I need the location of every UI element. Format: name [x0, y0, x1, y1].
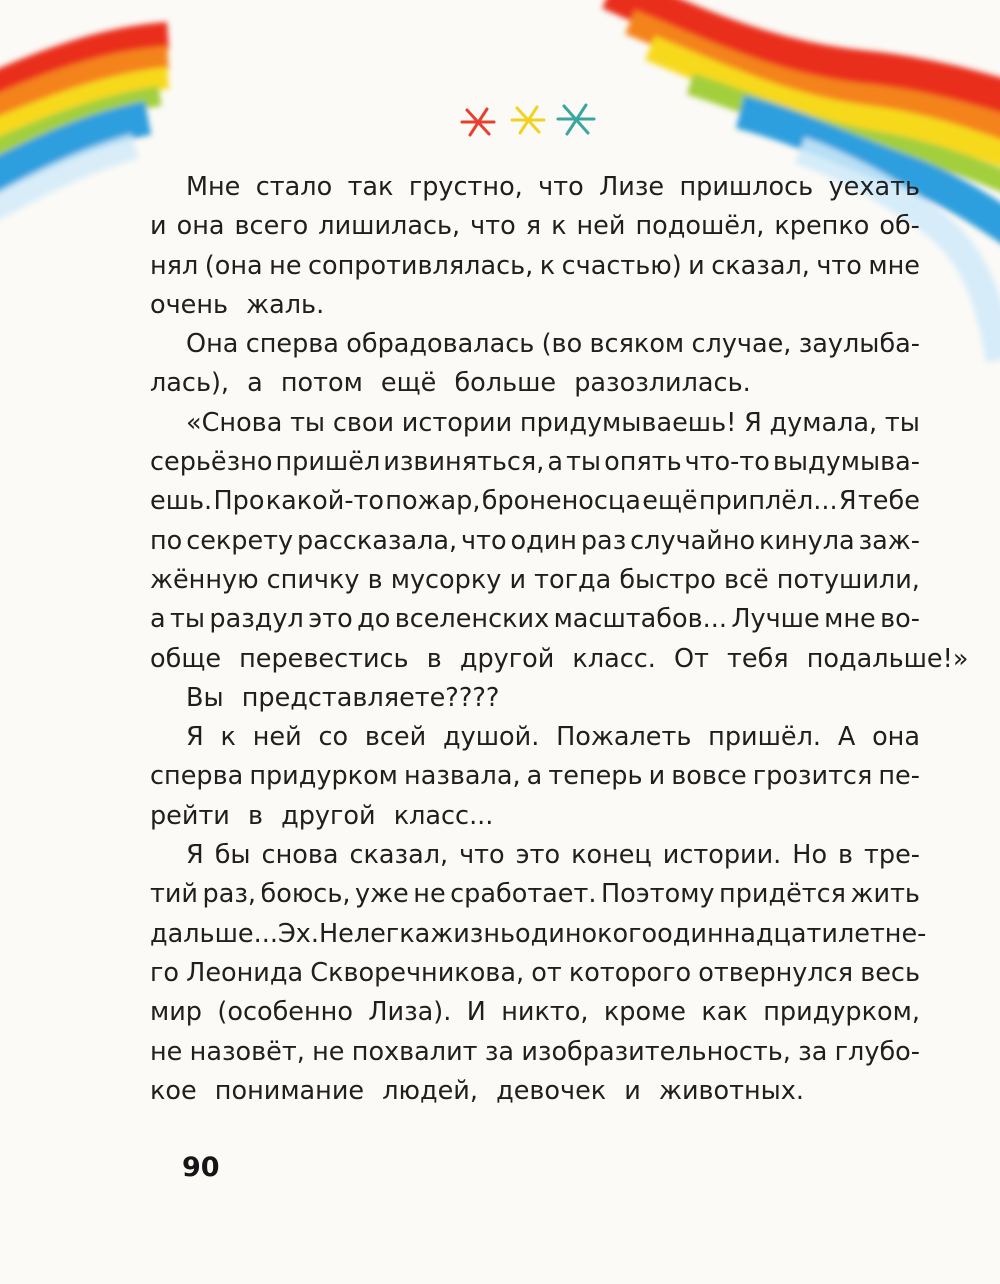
- text-line: [150, 207, 920, 246]
- word: за: [484, 1036, 515, 1067]
- text-line: [150, 757, 920, 796]
- word: всяком: [589, 329, 685, 360]
- word: крепко: [774, 211, 870, 242]
- word: кроме: [603, 997, 686, 1028]
- word: пе-: [878, 761, 920, 792]
- word: одиннадцатилетне-: [657, 918, 927, 949]
- word: пришёл.: [708, 722, 822, 753]
- yellow-star-icon: [512, 107, 544, 133]
- word: лишилась,: [318, 211, 461, 242]
- word: а: [526, 761, 543, 792]
- word: ешь.: [150, 486, 213, 517]
- word: Поэтому: [600, 879, 715, 910]
- word: что: [538, 172, 584, 202]
- word: к: [539, 250, 556, 281]
- text-line: [150, 1033, 920, 1072]
- word: назовёт,: [189, 1036, 305, 1067]
- text-line: обще перевестись в другой класс. От тебя подальше!»: [150, 643, 969, 674]
- text-line: кое понимание людей, девочек и животных.: [150, 1075, 805, 1106]
- text-line: [150, 954, 920, 993]
- word: и: [688, 250, 705, 281]
- word: случайно: [630, 525, 756, 556]
- word: сработает.: [450, 879, 597, 910]
- word: мне: [824, 604, 876, 635]
- word: а: [150, 604, 166, 635]
- star-ornaments: [458, 102, 598, 140]
- word: за: [798, 1036, 828, 1067]
- word: к: [220, 722, 236, 753]
- word: ней: [252, 722, 302, 753]
- text-line: лась), а потом ещё больше разозлилась.: [150, 368, 751, 399]
- word: спичку: [266, 564, 360, 595]
- word: заулыба-: [798, 329, 920, 360]
- text-line: рейти в другой класс...: [150, 800, 494, 831]
- word: подошёл,: [635, 211, 765, 242]
- text-line: [150, 915, 927, 954]
- word: один: [510, 525, 577, 556]
- word: никто,: [501, 997, 589, 1028]
- word: Нелегка: [318, 918, 431, 949]
- word: Про: [213, 486, 265, 517]
- word: масштабов...: [553, 604, 727, 635]
- text-line: [150, 993, 920, 1032]
- word: (она: [204, 250, 263, 281]
- word: что-то: [684, 447, 770, 478]
- word: Лиза).: [368, 997, 452, 1028]
- word: сопротивлялась,: [308, 250, 534, 281]
- word: всего: [234, 211, 309, 242]
- word: всё: [723, 564, 769, 595]
- word: ещё: [642, 486, 698, 517]
- word: какой-то: [265, 486, 384, 517]
- word: Лучше: [731, 604, 820, 635]
- text-line: [150, 600, 920, 639]
- word: думала,: [769, 407, 878, 438]
- word: жённую: [150, 564, 259, 595]
- word: обрадовалась: [346, 329, 535, 360]
- word: Я: [186, 840, 204, 871]
- word: в: [367, 564, 383, 595]
- word: как: [701, 997, 748, 1028]
- word: что: [470, 211, 516, 242]
- text-line: Вы представляете????: [186, 682, 500, 713]
- text-line: [150, 875, 920, 914]
- word: броненосца: [481, 486, 641, 517]
- word: придурком: [249, 761, 398, 792]
- word: глубо-: [834, 1036, 920, 1067]
- word: И: [466, 997, 486, 1028]
- word: не: [150, 1036, 183, 1067]
- word: и: [648, 761, 666, 792]
- word: что: [459, 840, 505, 871]
- word: извиняться,: [383, 447, 545, 478]
- word: похвалит: [351, 1036, 478, 1067]
- word: рассказала,: [297, 525, 458, 556]
- word: уже: [354, 879, 409, 910]
- text-line: [150, 404, 920, 443]
- word: мир: [150, 997, 202, 1028]
- word: опять: [604, 447, 682, 478]
- text-line: [150, 718, 920, 757]
- word: Я: [838, 486, 857, 517]
- word: быстро: [619, 564, 716, 595]
- word: Пожалеть: [556, 722, 692, 753]
- word: мне: [868, 250, 920, 281]
- word: (особенно: [217, 997, 353, 1028]
- word: по: [150, 525, 183, 556]
- word: уехать: [828, 172, 920, 202]
- word: конец: [571, 840, 652, 871]
- word: придётся: [719, 879, 847, 910]
- word: Леонида: [186, 957, 304, 988]
- word: бы: [214, 840, 251, 871]
- word: случае,: [691, 329, 792, 360]
- text-line: очень жаль.: [150, 289, 325, 320]
- word: тогда: [534, 564, 612, 595]
- word: Я: [186, 722, 204, 753]
- word: раз,: [202, 879, 256, 910]
- word: мусорку: [390, 564, 502, 595]
- word: вселенских: [394, 604, 550, 635]
- word: серьёзно: [150, 447, 273, 478]
- word: пожар,: [385, 486, 481, 517]
- word: и: [150, 211, 167, 242]
- word: об-: [879, 211, 920, 242]
- red-star-icon: [462, 109, 494, 135]
- word: Скворечникова,: [310, 957, 525, 988]
- word: теперь: [548, 761, 643, 792]
- word: дальше...: [150, 918, 278, 949]
- word: А: [837, 722, 856, 753]
- word: секрету: [186, 525, 294, 556]
- word: изобразительность,: [521, 1036, 791, 1067]
- word: го: [150, 957, 179, 988]
- word: приплёл...: [698, 486, 838, 517]
- word: боюсь,: [260, 879, 351, 910]
- word: ты: [566, 447, 602, 478]
- word: это: [515, 840, 561, 871]
- word: во-: [880, 604, 920, 635]
- text-line: [150, 247, 920, 286]
- word: вовсе: [671, 761, 747, 792]
- word: так: [347, 172, 394, 202]
- word: раздул: [209, 604, 304, 635]
- word: грозится: [752, 761, 873, 792]
- word: заж-: [858, 525, 920, 556]
- word: она: [872, 722, 920, 753]
- word: ты: [290, 407, 326, 438]
- word: душой.: [442, 722, 540, 753]
- story-text: [150, 168, 969, 1111]
- word: Эх.: [277, 918, 319, 949]
- word: она: [176, 211, 225, 242]
- word: к: [551, 211, 567, 242]
- word: Я: [744, 407, 762, 438]
- word: пришёл: [275, 447, 381, 478]
- word: это: [308, 604, 353, 635]
- word: пришлось: [679, 172, 814, 202]
- word: (во: [541, 329, 583, 360]
- word: со: [318, 722, 349, 753]
- teal-star-icon: [558, 105, 594, 134]
- word: одинокого: [515, 918, 658, 949]
- word: не: [312, 1036, 345, 1067]
- word: что: [816, 250, 862, 281]
- text-line: [150, 561, 920, 600]
- word: нял: [150, 250, 199, 281]
- word: стало: [255, 172, 333, 202]
- word: сказал,: [711, 250, 810, 281]
- word: тре-: [864, 840, 920, 871]
- word: потушили,: [776, 564, 920, 595]
- word: истории: [401, 407, 513, 438]
- word: «Снова: [186, 407, 283, 438]
- word: Она: [186, 329, 239, 360]
- word: счастью): [561, 250, 682, 281]
- text-line: [150, 168, 920, 207]
- word: до: [357, 604, 391, 635]
- word: жизнь: [430, 918, 516, 949]
- word: грустно,: [408, 172, 523, 202]
- text-line: [150, 443, 920, 482]
- word: Лизе: [599, 172, 665, 202]
- word: сперва: [245, 329, 339, 360]
- word: а: [547, 447, 564, 478]
- text-line: [150, 836, 920, 875]
- word: Мне: [186, 172, 241, 202]
- word: назвала,: [404, 761, 521, 792]
- word: весь: [860, 957, 920, 988]
- word: Но: [792, 840, 828, 871]
- word: истории.: [662, 840, 782, 871]
- word: придурком,: [763, 997, 920, 1028]
- word: придумываешь!: [519, 407, 737, 438]
- text-line: [150, 482, 920, 521]
- word: что: [461, 525, 507, 556]
- word: не: [413, 879, 446, 910]
- word: отвернулся: [698, 957, 854, 988]
- word: и: [509, 564, 527, 595]
- word: тебе: [857, 486, 920, 517]
- word: раз: [580, 525, 627, 556]
- page-number: 90: [182, 1152, 220, 1183]
- word: кинула: [759, 525, 855, 556]
- word: снова: [261, 840, 339, 871]
- word: свои: [332, 407, 395, 438]
- word: ты: [884, 407, 920, 438]
- word: сказал,: [349, 840, 449, 871]
- word: не: [269, 250, 302, 281]
- word: тий: [150, 879, 198, 910]
- word: которого: [568, 957, 692, 988]
- word: выдумыва-: [772, 447, 920, 478]
- word: всей: [364, 722, 427, 753]
- word: жить: [850, 879, 920, 910]
- word: я: [525, 211, 542, 242]
- text-line: [150, 522, 920, 561]
- word: в: [838, 840, 854, 871]
- word: ней: [576, 211, 626, 242]
- word: ты: [170, 604, 206, 635]
- word: от: [531, 957, 562, 988]
- word: сперва: [150, 761, 244, 792]
- text-line: [150, 325, 920, 364]
